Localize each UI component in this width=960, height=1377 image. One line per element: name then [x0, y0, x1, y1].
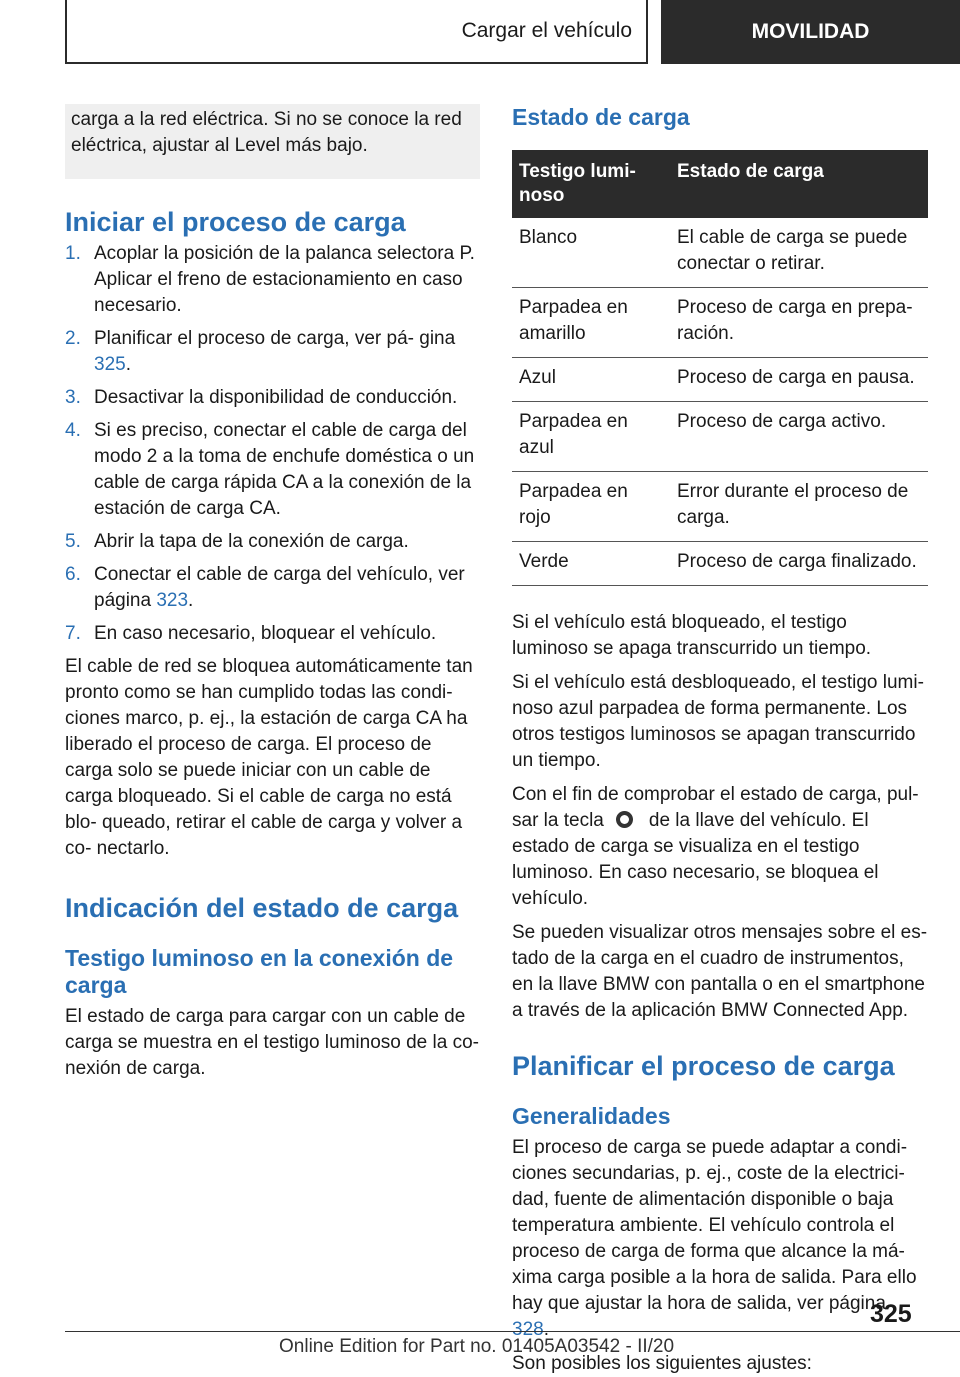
table-cell: Parpadea en amarillo: [512, 288, 670, 358]
heading-plan-charging: Planificar el proceso de carga: [512, 1051, 895, 1081]
check-state-text-b: de la llave del vehículo. El estado de carga se visualiza en el testigo luminoso. En caso necesario, se bloquea el vehículo.: [512, 810, 879, 909]
table-cell: Parpadea en azul: [512, 402, 670, 472]
table-cell: Proceso de carga activo.: [670, 402, 928, 472]
table-cell: Azul: [512, 358, 670, 402]
step-number: 5.: [65, 531, 81, 552]
step-text: Abrir la tapa de la conexión de carga.: [94, 531, 409, 552]
list-item: [65, 562, 480, 614]
list-item: [65, 621, 480, 647]
footer-divider: [65, 1331, 960, 1332]
step-text: Desactivar la disponibilidad de conducción.: [94, 387, 458, 408]
table-row: [512, 288, 928, 358]
page-link[interactable]: 328: [512, 1319, 544, 1340]
header-chapter-tab: [661, 0, 960, 64]
paragraph-general: [512, 1135, 928, 1343]
step-text: Conectar el cable de carga del vehículo, ver página: [94, 564, 465, 611]
table-row: [512, 472, 928, 542]
table-cell: Verde: [512, 542, 670, 586]
heading-status-indication: Indicación del estado de carga: [65, 893, 459, 923]
list-item: [65, 326, 480, 378]
header-section-tab: [65, 0, 648, 64]
heading-start-charging: Iniciar el proceso de carga: [65, 207, 406, 237]
table-cell: Parpadea en rojo: [512, 472, 670, 542]
table-row: [512, 218, 928, 288]
step-number: 6.: [65, 564, 81, 585]
step-text: Si es preciso, conectar el cable de carga del modo 2 a la toma de enchufe doméstica o un cable de carga rápida CA a la conexión de la estación de carga CA.: [94, 420, 475, 519]
table-header-row: [512, 150, 928, 218]
paragraph-settings: Son posibles los siguientes ajustes:: [512, 1353, 812, 1374]
check-state-text-a: Con el fin de comprobar el estado de carga, pul‐ sar la tecla: [512, 784, 919, 831]
paragraph-locked: Si el vehículo está bloqueado, el testigo luminoso se apaga transcurrido un tiempo.: [512, 612, 872, 659]
list-item: [65, 241, 480, 319]
chapter-title: MOVILIDAD: [751, 20, 870, 43]
step-text-end: .: [125, 354, 131, 375]
steps-list: [65, 241, 480, 647]
section-title: Cargar el vehículo: [461, 19, 632, 42]
column-header: Testigo lumi‐ noso: [512, 150, 670, 218]
note-text: carga a la red eléctrica. Si no se conoce la red eléctrica, ajustar al Level más bajo.: [71, 109, 462, 156]
page-number: 325: [870, 1300, 912, 1328]
right-column: [512, 104, 928, 1377]
general-text: El proceso de carga se puede adaptar a condi‐ ciones secundarias, p. ej., coste de la electrici‐ dad, fuente de alimentación disponible o baja temperatura ambiente. El vehículo controla el proceso de carga de forma que alcance la má‐ xima carga posible a la hora de salida. Para ello hay que ajustar la hora de salida, ver página: [512, 1137, 917, 1314]
step-number: 1.: [65, 243, 81, 264]
step-text: Planificar el proceso de carga, ver pá‐ gina: [94, 328, 456, 349]
step-number: 7.: [65, 623, 81, 644]
bmw-logo-icon: [616, 811, 633, 828]
table-cell: Proceso de carga finalizado.: [670, 542, 928, 586]
list-item: [65, 385, 480, 411]
note-box: [65, 104, 480, 179]
table-row: [512, 402, 928, 472]
table-cell: Blanco: [512, 218, 670, 288]
general-text-end: .: [543, 1319, 549, 1340]
list-item: [65, 529, 480, 555]
paragraph-cable-lock: El cable de red se bloquea automáticamente tan pronto como se han cumplido todas las condi‐ ciones marco, p. ej., la estación de carga CA ha liberado el proceso de carga. El proceso de carga solo se puede iniciar con un cable de carga bloqueado. Si el cable de carga no está blo‐ queado, retirar el cable de carga y volver a co‐ nectarlo.: [65, 656, 473, 859]
paragraph-check-state: [512, 782, 928, 912]
table-cell: Error durante el proceso de carga.: [670, 472, 928, 542]
page-link[interactable]: 325: [94, 354, 126, 375]
step-text: Acoplar la posición de la palanca selectora P. Aplicar el freno de estacionamiento en caso necesario.: [94, 243, 475, 316]
paragraph-unlocked: Si el vehículo está desbloqueado, el testigo lumi‐ noso azul parpadea de forma permanente. Los otros testigos luminosos se apagan transcurrido un tiempo.: [512, 672, 924, 771]
table-cell: El cable de carga se puede conectar o retirar.: [670, 218, 928, 288]
table-cell: Proceso de carga en prepa‐ ración.: [670, 288, 928, 358]
table-row: [512, 542, 928, 586]
left-column: [65, 104, 480, 1082]
step-number: 2.: [65, 328, 81, 349]
step-text-end: .: [188, 590, 194, 611]
heading-light-indicator: Testigo luminoso en la conexión de carga: [65, 945, 454, 998]
charge-state-table: [512, 150, 928, 586]
paragraph-messages: Se pueden visualizar otros mensajes sobre el es‐ tado de la carga en el cuadro de instrumentos, en la llave BMW con pantalla o en el smartphone a través de la aplicación BMW Connected App.: [512, 922, 928, 1021]
paragraph-light-indicator: El estado de carga para cargar con un cable de carga se muestra en el testigo luminoso de la co‐ nexión de carga.: [65, 1006, 479, 1079]
footer-edition: Online Edition for Part no. 01405A03542 - II/20: [279, 1336, 675, 1357]
heading-general: Generalidades: [512, 1103, 671, 1129]
list-item: [65, 418, 480, 522]
page-link[interactable]: 323: [156, 590, 189, 611]
heading-charge-state: Estado de carga: [512, 104, 690, 130]
step-number: 4.: [65, 420, 81, 441]
table-row: [512, 358, 928, 402]
table-cell: Proceso de carga en pausa.: [670, 358, 928, 402]
column-header: Estado de carga: [670, 150, 928, 218]
step-number: 3.: [65, 387, 81, 408]
step-text: En caso necesario, bloquear el vehículo.: [94, 623, 437, 644]
